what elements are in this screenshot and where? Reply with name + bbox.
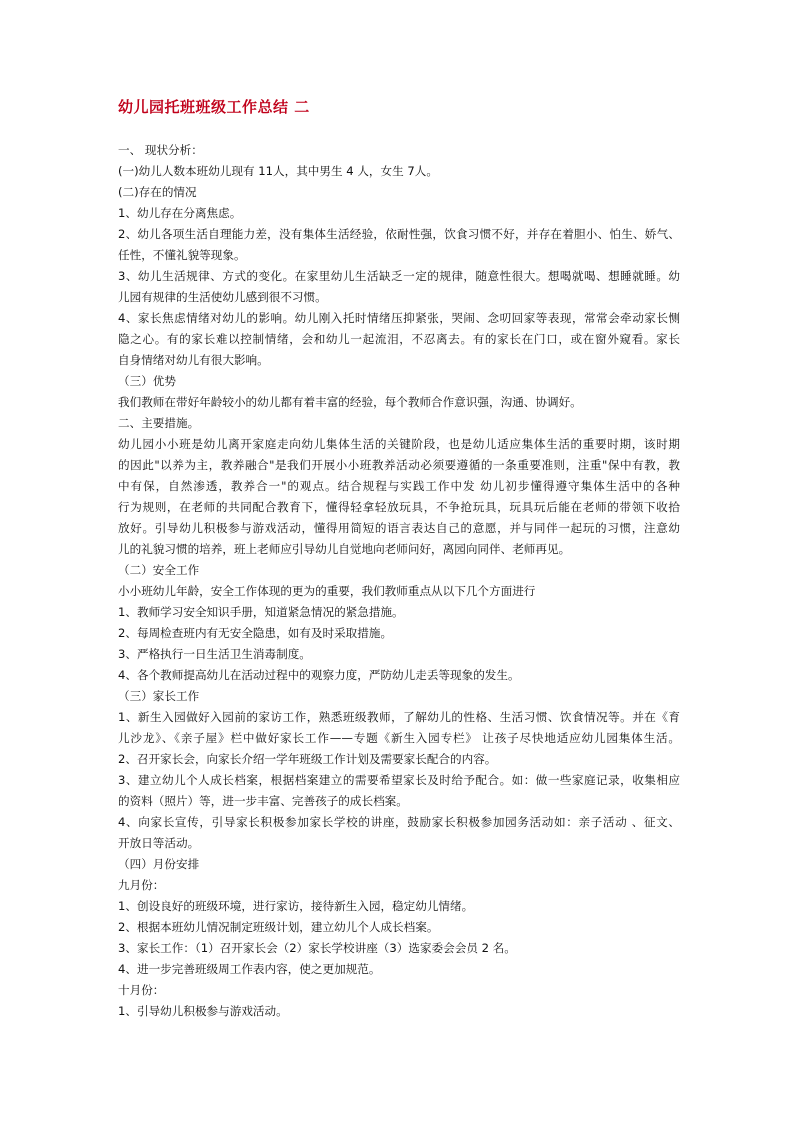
text-line: 隐之心。有的家长难以控制情绪，会和幼儿一起流泪，不忍离去。有的家长在门口，或在窗外窥看。家长 <box>118 332 680 346</box>
text-line: (一)幼儿人数本班幼儿现有 11人，其中男生 4 人，女生 7人。 <box>118 164 438 178</box>
text-line: 幼儿园小小班是幼儿离开家庭走向幼儿集体生活的关键阶段，也是幼儿适应集体生活的重要时期，该时期 <box>118 437 680 451</box>
text-line: 儿的礼貌习惯的培养，班上老师应引导幼儿自觉地向老师问好，离园向同伴、老师再见。 <box>118 542 571 556</box>
document-title: 幼儿园托班班级工作总结 二 <box>118 98 310 116</box>
text-line: 3、严格执行一日生活卫生消毒制度。 <box>118 647 311 661</box>
text-line: 儿园有规律的生活使幼儿感到很不习惯。 <box>118 290 327 304</box>
text-line: 九月份： <box>118 878 165 892</box>
text-line: 小小班幼儿年龄，安全工作体现的更为的重要，我们教师重点从以下几个方面进行 <box>118 584 536 598</box>
text-line: 4、进一步完善班级周工作表内容，使之更加规范。 <box>118 962 381 976</box>
text-line: 3、家长工作：（1）召开家长会（2）家长学校讲座（3）选家委会会员 2 名。 <box>118 941 516 955</box>
text-line: 中有保，自然渗透，教养合一"的观点。结合规程与实践工作中发 幼儿初步懂得遵守集体生活中的各种 <box>118 479 680 493</box>
text-line: 一、 现状分析： <box>118 143 203 157</box>
text-line: 1、教师学习安全知识手册，知道紧急情况的紧急措施。 <box>118 605 404 619</box>
text-line: 1、幼儿存在分离焦虑。 <box>118 206 242 220</box>
text-line: 的资料（照片）等，进一步丰富、完善孩子的成长档案。 <box>118 794 408 808</box>
text-line: (二)存在的情况 <box>118 185 197 199</box>
text-line: 4、各个教师提高幼儿在活动过程中的观察力度，严防幼儿走丢等现象的发生。 <box>118 668 520 682</box>
text-line: 行为规则，在老师的共同配合教育下，懂得轻拿轻放玩具，不争抢玩具，玩具玩后能在老师的带领下收拾 <box>118 500 680 514</box>
text-line: 3、幼儿生活规律、方式的变化。在家里幼儿生活缺乏一定的规律，随意性很大。想喝就喝、想睡就睡。幼 <box>118 269 680 283</box>
text-line: 我们教师在带好年龄较小的幼儿都有着丰富的经验，每个教师合作意识强，沟通、协调好。 <box>118 395 582 409</box>
text-line: 儿沙龙》、《亲子屋》栏中做好家长工作——专题《新生入园专栏》 让孩子尽快地适应幼儿园集体生活。 <box>118 731 680 745</box>
text-line: 2、幼儿各项生活自理能力差，没有集体生活经验，依耐性强，饮食习惯不好，并存在着胆小、怕生、娇气、 <box>118 227 680 241</box>
text-line: 自身情绪对幼儿有很大影响。 <box>118 353 269 367</box>
text-line: 1、创设良好的班级环境，进行家访，接待新生入园，稳定幼儿情绪。 <box>118 899 474 913</box>
text-line: 2、每周检查班内有无安全隐患，如有及时采取措施。 <box>118 626 393 640</box>
text-line: （三）优势 <box>118 374 176 388</box>
text-line: 任性，不懂礼貌等现象。 <box>118 248 246 262</box>
text-line: 开放日等活动。 <box>118 836 200 850</box>
text-line: 2、召开家长会，向家长介绍一学年班级工作计划及需要家长配合的内容。 <box>118 752 497 766</box>
text-line: 3、建立幼儿个人成长档案，根据档案建立的需要希望家长及时给予配合。如：做一些家庭记录，收集相应 <box>118 773 680 787</box>
text-line: 1、新生入园做好入园前的家访工作，熟悉班级教师，了解幼儿的性格、生活习惯、饮食情况等。并在《育 <box>118 710 680 724</box>
text-line: （三）家长工作 <box>118 689 200 703</box>
text-line: 的因此"以养为主，教养融合"是我们开展小小班教养活动必须要遵循的一条重要准则，注重"保中有教，教 <box>118 458 680 472</box>
text-line: （四）月份安排 <box>118 857 200 871</box>
document-body <box>118 140 680 1022</box>
text-line: 十月份： <box>118 983 165 997</box>
text-line: 4、向家长宣传，引导家长积极参加家长学校的讲座，鼓励家长积极参加园务活动如：亲子活动 、征文、 <box>118 815 680 829</box>
text-line: （二）安全工作 <box>118 563 200 577</box>
text-line: 4、家长焦虑情绪对幼儿的影响。幼儿刚入托时情绪压抑紧张，哭闹、念叨回家等表现，常常会牵动家长恻 <box>118 311 680 325</box>
text-line: 1、引导幼儿积极参与游戏活动。 <box>118 1004 288 1018</box>
text-line: 放好。引导幼儿积极参与游戏活动，懂得用简短的语言表达自己的意愿，并与同伴一起玩的习惯，注意幼 <box>118 521 680 535</box>
text-line: 2、根据本班幼儿情况制定班级计划，建立幼儿个人成长档案。 <box>118 920 439 934</box>
text-line: 二、主要措施。 <box>118 416 200 430</box>
